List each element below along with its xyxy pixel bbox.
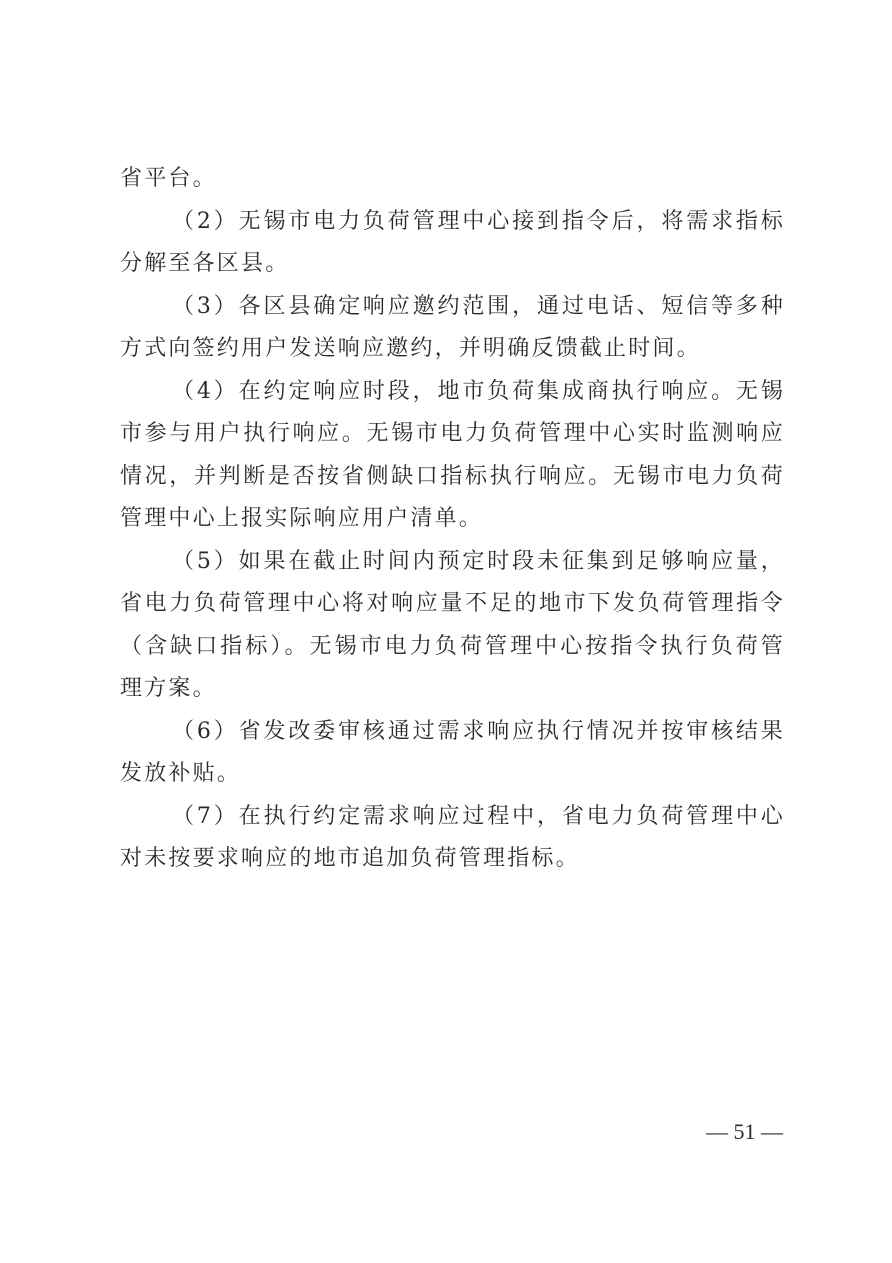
body-text	[120, 158, 785, 881]
page-number: — 51 —	[706, 1119, 783, 1144]
paragraph-item-5: （5）如果在截止时间内预定时段未征集到足够响应量，省电力负荷管理中心将对响应量不足的地市下发负荷管理指令（含缺口指标）。无锡市电力负荷管理中心按指令执行负荷管理方案。	[120, 548, 785, 701]
paragraph-item-2: （2）无锡市电力负荷管理中心接到指令后，将需求指标分解至各区县。	[120, 208, 785, 276]
paragraph-continuation: 省平台。	[120, 166, 217, 191]
paragraph-item-3: （3）各区县确定响应邀约范围，通过电话、短信等多种方式向签约用户发送响应邀约，并明确反馈截止时间。	[120, 293, 785, 361]
paragraph-item-6: （6）省发改委审核通过需求响应执行情况并按审核结果发放补贴。	[120, 718, 785, 786]
paragraph-item-4: （4）在约定响应时段，地市负荷集成商执行响应。无锡市参与用户执行响应。无锡市电力负荷管理中心实时监测响应情况，并判断是否按省侧缺口指标执行响应。无锡市电力负荷管理中心上报实际响应用户清单。	[120, 378, 785, 531]
paragraph-item-7: （7）在执行约定需求响应过程中，省电力负荷管理中心对未按要求响应的地市追加负荷管理指标。	[120, 803, 785, 871]
